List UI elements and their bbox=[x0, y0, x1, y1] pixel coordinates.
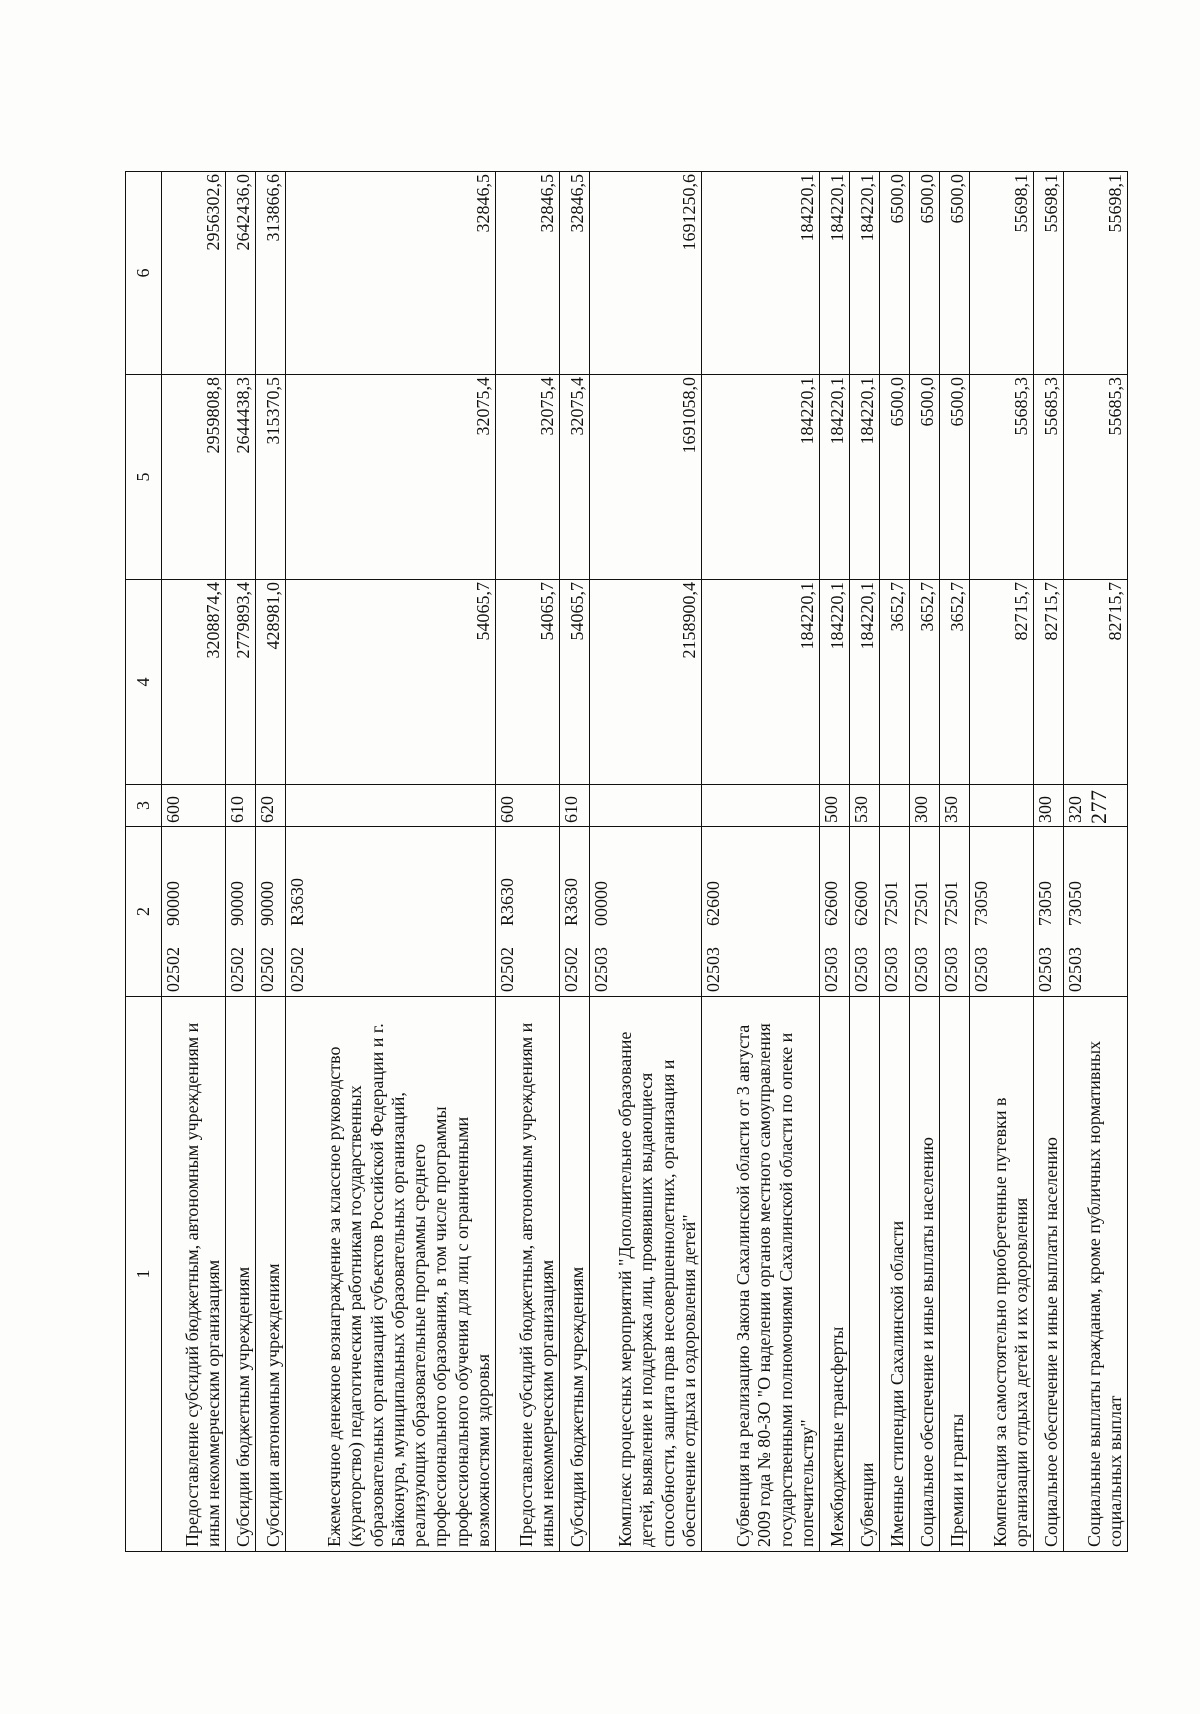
amount-col-5: 184220,1 bbox=[702, 375, 820, 580]
column-header: 1 bbox=[126, 997, 162, 1552]
row-name: Межбюджетные трансферты bbox=[820, 997, 850, 1552]
direction-code: 62600 bbox=[703, 881, 723, 926]
row-name: Субсидии бюджетным учреждениям bbox=[560, 997, 590, 1552]
expense-type-code: 600 bbox=[496, 785, 560, 827]
amount-col-6: 184220,1 bbox=[702, 172, 820, 375]
table-row bbox=[970, 172, 1034, 1552]
column-header: 3 bbox=[126, 785, 162, 827]
direction-code: 00000 bbox=[591, 881, 611, 926]
amount-col-6: 6500,0 bbox=[940, 172, 970, 375]
row-name: Именные стипендии Сахалинской области bbox=[880, 997, 910, 1552]
expense-type-code: 320 bbox=[1064, 785, 1128, 827]
direction-code: 72501 bbox=[881, 881, 901, 926]
classification-code bbox=[850, 827, 880, 997]
column-header: 6 bbox=[126, 172, 162, 375]
amount-col-5: 32075,4 bbox=[286, 375, 496, 580]
amount-col-5: 2959808,8 bbox=[162, 375, 226, 580]
expense-type-code: 620 bbox=[256, 785, 286, 827]
classification-code bbox=[256, 827, 286, 997]
amount-col-4: 2158900,4 bbox=[590, 580, 702, 785]
program-code: 02502 bbox=[561, 947, 581, 992]
direction-code: 90000 bbox=[257, 881, 277, 926]
table-row bbox=[286, 172, 496, 1552]
classification-code bbox=[1034, 827, 1064, 997]
amount-col-4: 54065,7 bbox=[286, 580, 496, 785]
amount-col-4: 184220,1 bbox=[820, 580, 850, 785]
amount-col-5: 55685,3 bbox=[970, 375, 1034, 580]
amount-col-6: 32846,5 bbox=[496, 172, 560, 375]
classification-code bbox=[970, 827, 1034, 997]
table-row bbox=[702, 172, 820, 1552]
direction-code: 62600 bbox=[851, 881, 871, 926]
amount-col-6: 6500,0 bbox=[880, 172, 910, 375]
direction-code: 73050 bbox=[1035, 881, 1055, 926]
amount-col-4: 54065,7 bbox=[496, 580, 560, 785]
amount-col-5: 6500,0 bbox=[940, 375, 970, 580]
amount-col-4: 3652,7 bbox=[910, 580, 940, 785]
amount-col-4: 3208874,4 bbox=[162, 580, 226, 785]
table-row bbox=[880, 172, 910, 1552]
budget-table bbox=[125, 171, 1128, 1552]
amount-col-6: 2956302,6 bbox=[162, 172, 226, 375]
program-code: 02503 bbox=[941, 947, 961, 992]
table-row bbox=[560, 172, 590, 1552]
amount-col-5: 32075,4 bbox=[560, 375, 590, 580]
program-code: 02502 bbox=[227, 947, 247, 992]
amount-col-4: 82715,7 bbox=[1034, 580, 1064, 785]
amount-col-5: 1691058,0 bbox=[590, 375, 702, 580]
expense-type-code: 600 bbox=[162, 785, 226, 827]
amount-col-4: 184220,1 bbox=[850, 580, 880, 785]
row-name: Премии и гранты bbox=[940, 997, 970, 1552]
table-row bbox=[256, 172, 286, 1552]
amount-col-4: 54065,7 bbox=[560, 580, 590, 785]
amount-col-4: 428981,0 bbox=[256, 580, 286, 785]
amount-col-4: 184220,1 bbox=[702, 580, 820, 785]
program-code: 02503 bbox=[1035, 947, 1055, 992]
amount-col-6: 55698,1 bbox=[1064, 172, 1128, 375]
program-code: 02503 bbox=[911, 947, 931, 992]
expense-type-code: 300 bbox=[910, 785, 940, 827]
row-name: Социальные выплаты гражданам, кроме публичных нормативных социальных выплат bbox=[1064, 997, 1128, 1552]
program-code: 02502 bbox=[497, 947, 517, 992]
amount-col-6: 32846,5 bbox=[560, 172, 590, 375]
amount-col-4: 82715,7 bbox=[1064, 580, 1128, 785]
amount-col-5: 315370,5 bbox=[256, 375, 286, 580]
program-code: 02503 bbox=[881, 947, 901, 992]
table-row bbox=[850, 172, 880, 1552]
row-name: Комплекс процессных мероприятий "Дополнительное образование детей, выявление и поддержка лиц, проявивших выдающиеся способности, защита прав несовершеннолетних, организация и обеспечение отдыха и оздоровления детей" bbox=[590, 997, 702, 1552]
amount-col-5: 2644438,3 bbox=[226, 375, 256, 580]
classification-code bbox=[702, 827, 820, 997]
table-row bbox=[1034, 172, 1064, 1552]
amount-col-6: 313866,6 bbox=[256, 172, 286, 375]
row-name: Компенсация за самостоятельно приобретенные путевки в организации отдыха детей и их оздоровления bbox=[970, 997, 1034, 1552]
row-name: Ежемесячное денежное вознаграждение за классное руководство (кураторство) педагогическим работникам государственных образовательных организаций субъектов Российской Федерации и г. Байконура, муниципальных образовательных организаций, реализующих образовательные программы среднего профессионального образования, в том числе программы профессионального обучения для лиц с ограниченными возможностями здоровья bbox=[286, 997, 496, 1552]
classification-code bbox=[496, 827, 560, 997]
amount-col-6: 184220,1 bbox=[850, 172, 880, 375]
amount-col-4: 3652,7 bbox=[940, 580, 970, 785]
direction-code: 72501 bbox=[941, 881, 961, 926]
amount-col-5: 32075,4 bbox=[496, 375, 560, 580]
direction-code: 90000 bbox=[227, 881, 247, 926]
classification-code bbox=[880, 827, 910, 997]
row-name: Субвенция на реализацию Закона Сахалинской области от 3 августа 2009 года № 80-ЗО "О наделении органов местного самоуправления государственными полномочиями Сахалинской области по опеке и попечительству" bbox=[702, 997, 820, 1552]
amount-col-4: 82715,7 bbox=[970, 580, 1034, 785]
classification-code bbox=[226, 827, 256, 997]
amount-col-6: 184220,1 bbox=[820, 172, 850, 375]
direction-code: 73050 bbox=[971, 881, 991, 926]
expense-type-code: 610 bbox=[560, 785, 590, 827]
program-code: 02503 bbox=[703, 947, 723, 992]
amount-col-6: 55698,1 bbox=[1034, 172, 1064, 375]
classification-code bbox=[590, 827, 702, 997]
expense-type-code bbox=[286, 785, 496, 827]
direction-code: 90000 bbox=[163, 881, 183, 926]
program-code: 02502 bbox=[163, 947, 183, 992]
classification-code bbox=[560, 827, 590, 997]
column-header: 4 bbox=[126, 580, 162, 785]
page-number: 277 bbox=[1086, 789, 1111, 824]
expense-type-code bbox=[970, 785, 1034, 827]
expense-type-code: 610 bbox=[226, 785, 256, 827]
table-row bbox=[162, 172, 226, 1552]
program-code: 02503 bbox=[821, 947, 841, 992]
classification-code bbox=[286, 827, 496, 997]
amount-col-5: 55685,3 bbox=[1064, 375, 1128, 580]
column-header: 5 bbox=[126, 375, 162, 580]
classification-code bbox=[1064, 827, 1128, 997]
expense-type-code bbox=[880, 785, 910, 827]
column-header: 2 bbox=[126, 827, 162, 997]
direction-code: 73050 bbox=[1065, 881, 1085, 926]
amount-col-6: 6500,0 bbox=[910, 172, 940, 375]
amount-col-4: 3652,7 bbox=[880, 580, 910, 785]
row-name: Субвенции bbox=[850, 997, 880, 1552]
row-name: Социальное обеспечение и иные выплаты населению bbox=[910, 997, 940, 1552]
expense-type-code: 500 bbox=[820, 785, 850, 827]
row-name: Субсидии автономным учреждениям bbox=[256, 997, 286, 1552]
amount-col-5: 184220,1 bbox=[820, 375, 850, 580]
row-name: Субсидии бюджетным учреждениям bbox=[226, 997, 256, 1552]
classification-code bbox=[820, 827, 850, 997]
amount-col-4: 2779893,4 bbox=[226, 580, 256, 785]
classification-code bbox=[910, 827, 940, 997]
table-row bbox=[820, 172, 850, 1552]
expense-type-code: 300 bbox=[1034, 785, 1064, 827]
amount-col-6: 55698,1 bbox=[970, 172, 1034, 375]
program-code: 02503 bbox=[851, 947, 871, 992]
amount-col-6: 2642436,0 bbox=[226, 172, 256, 375]
amount-col-5: 184220,1 bbox=[850, 375, 880, 580]
program-code: 02502 bbox=[287, 947, 307, 992]
program-code: 02503 bbox=[971, 947, 991, 992]
program-code: 02502 bbox=[257, 947, 277, 992]
program-code: 02503 bbox=[1065, 947, 1085, 992]
row-name: Предоставление субсидий бюджетным, автономным учреждениям и иным некоммерческим организациям bbox=[496, 997, 560, 1552]
direction-code: 72501 bbox=[911, 881, 931, 926]
expense-type-code bbox=[702, 785, 820, 827]
expense-type-code: 530 bbox=[850, 785, 880, 827]
row-name: Социальное обеспечение и иные выплаты населению bbox=[1034, 997, 1064, 1552]
classification-code bbox=[162, 827, 226, 997]
classification-code bbox=[940, 827, 970, 997]
table-row bbox=[496, 172, 560, 1552]
expense-type-code bbox=[590, 785, 702, 827]
table-row bbox=[910, 172, 940, 1552]
table-row bbox=[940, 172, 970, 1552]
direction-code: R3630 bbox=[287, 877, 307, 926]
program-code: 02503 bbox=[591, 947, 611, 992]
table-row bbox=[226, 172, 256, 1552]
table-row bbox=[590, 172, 702, 1552]
amount-col-5: 55685,3 bbox=[1034, 375, 1064, 580]
table-row bbox=[1064, 172, 1128, 1552]
amount-col-5: 6500,0 bbox=[880, 375, 910, 580]
direction-code: R3630 bbox=[561, 877, 581, 926]
amount-col-5: 6500,0 bbox=[910, 375, 940, 580]
amount-col-6: 1691250,6 bbox=[590, 172, 702, 375]
amount-col-6: 32846,5 bbox=[286, 172, 496, 375]
direction-code: 62600 bbox=[821, 881, 841, 926]
direction-code: R3630 bbox=[497, 877, 517, 926]
row-name: Предоставление субсидий бюджетным, автономным учреждениям и иным некоммерческим организациям bbox=[162, 997, 226, 1552]
expense-type-code: 350 bbox=[940, 785, 970, 827]
table-header-row bbox=[126, 172, 162, 1552]
